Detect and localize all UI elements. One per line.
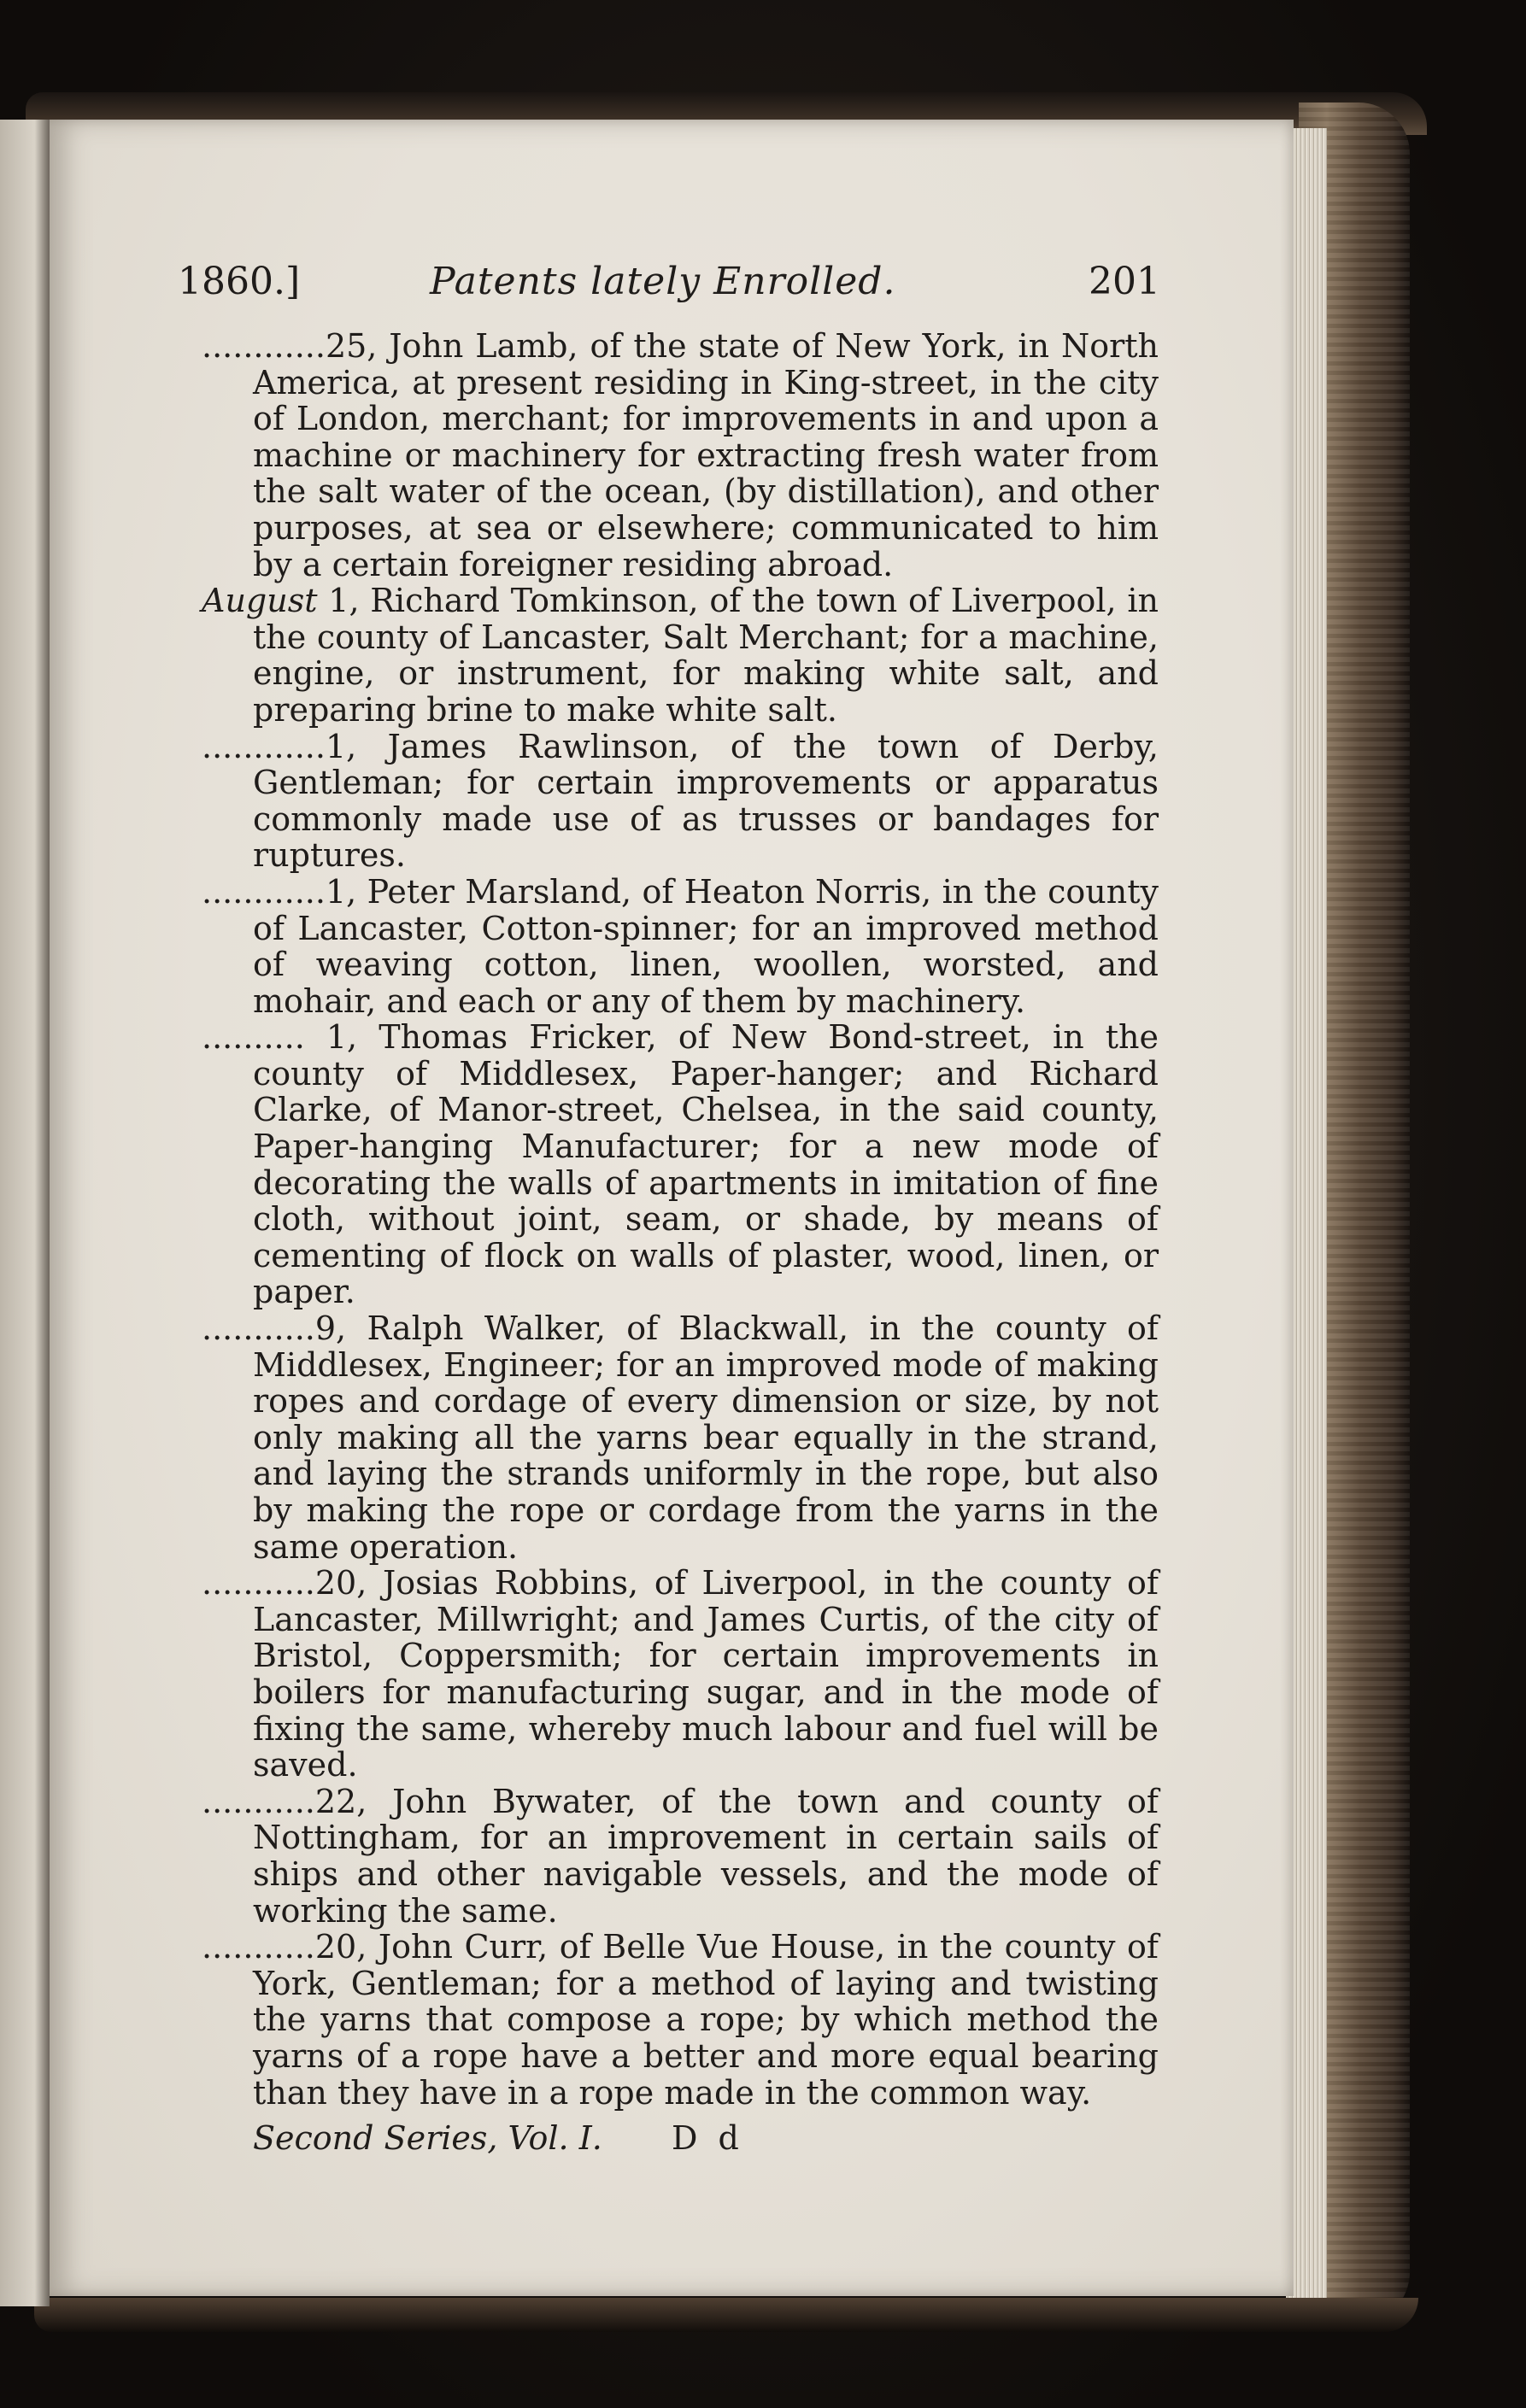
entry-text: James Rawlinson, of the town of Derby, Gentleman; for certain improvements or apparatus commonly made use of as trusses or bandages for ruptures. [253, 727, 1159, 875]
patent-entry [202, 583, 1159, 728]
entry-date: ............1, [202, 872, 357, 911]
patent-entry [202, 1565, 1159, 1784]
entry-date: ............1, [202, 727, 357, 765]
entry-text: Josias Robbins, of Liverpool, in the county of Lancaster, Millwright; and James Curtis, of the city of Bristol, Coppersmith; for certain improvements in boilers for manufacturing sugar, and in the mode of fixing the same, whereby much labour and fuel will be saved. [253, 1564, 1159, 1784]
entry-date: ...........20, [202, 1564, 367, 1602]
running-head [178, 256, 1160, 308]
header-year: 1860.] [178, 260, 301, 303]
patent-entry [202, 1784, 1159, 1929]
patent-entry [202, 729, 1159, 874]
entry-text: John Bywater, of the town and county of Nottingham, for an improvement in certain sails of ships and other navigable vessels, and the mode of working the same. [253, 1782, 1159, 1930]
entry-text: Thomas Fricker, of New Bond-street, in the county of Middlesex, Paper-hanger; and Richard Clarke, of Manor-street, Chelsea, in the said county, Paper-hanging Manufacturer; for a new mode of decorating the walls of apartments in imitation of fine cloth, without joint, seam, or shade, by means of cementing of flock on walls of plaster, wood, linen, or paper. [253, 1018, 1159, 1311]
patent-entries [202, 328, 1159, 2111]
patent-entry [202, 1019, 1159, 1310]
header-title: Patents lately Enrolled. [430, 260, 896, 303]
entry-text: Peter Marsland, of Heaton Norris, in the county of Lancaster, Cotton-spinner; for an improved method of weaving cotton, linen, woollen, worsted, and mohair, and each or any of them by machinery. [253, 872, 1159, 1020]
signature-mark: D d [672, 2119, 744, 2157]
book-cover-bottom-edge [34, 2298, 1418, 2332]
patent-entry [202, 874, 1159, 1019]
facing-page-edge [0, 120, 50, 2306]
patent-entry [202, 1310, 1159, 1565]
entry-date: August [202, 582, 318, 620]
page-number: 201 [1089, 260, 1160, 303]
entry-text: Ralph Walker, of Blackwall, in the county of Middlesex, Engineer; for an improved mode of making ropes and cordage of every dimension or size, by not only making all the yarns bear equally in the strand, and laying the strands uniformly in the rope, but also by making the rope or cordage from the yarns in the same operation. [253, 1309, 1159, 1566]
entry-text: John Curr, of Belle Vue House, in the county of York, Gentleman; for a method of laying and twisting the yarns that compose a rope; by which method the yarns of a rope have a better and more equal bearing than they have in a rope made in the common way. [253, 1928, 1159, 2112]
entry-date: ...........9, [202, 1309, 347, 1348]
patent-entry [202, 1929, 1159, 2111]
page-footer [253, 2117, 766, 2159]
entry-date: .......... 1, [202, 1018, 358, 1057]
entry-date: ...........20, [202, 1928, 367, 1966]
entry-date: ...........22, [202, 1782, 367, 1820]
series-note: Second Series, Vol. I. [253, 2119, 602, 2157]
patent-entry [202, 328, 1159, 583]
entry-text: 1, Richard Tomkinson, of the town of Liverpool, in the county of Lancaster, Salt Merchant; for a machine, engine, or instrument, for making white salt, and preparing brine to make white salt. [253, 582, 1159, 729]
entry-text: John Lamb, of the state of New York, in North America, at present residing in King-street, in the city of London, merchant; for improvements in and upon a machine or machinery for extracting fresh water from the salt water of the ocean, (by distillation), and other purposes, at sea or elsewhere; communicated to him by a certain foreigner residing abroad. [253, 327, 1159, 583]
book-page [50, 120, 1294, 2296]
page-content [50, 120, 1294, 2296]
entry-date: ............25, [202, 327, 378, 365]
